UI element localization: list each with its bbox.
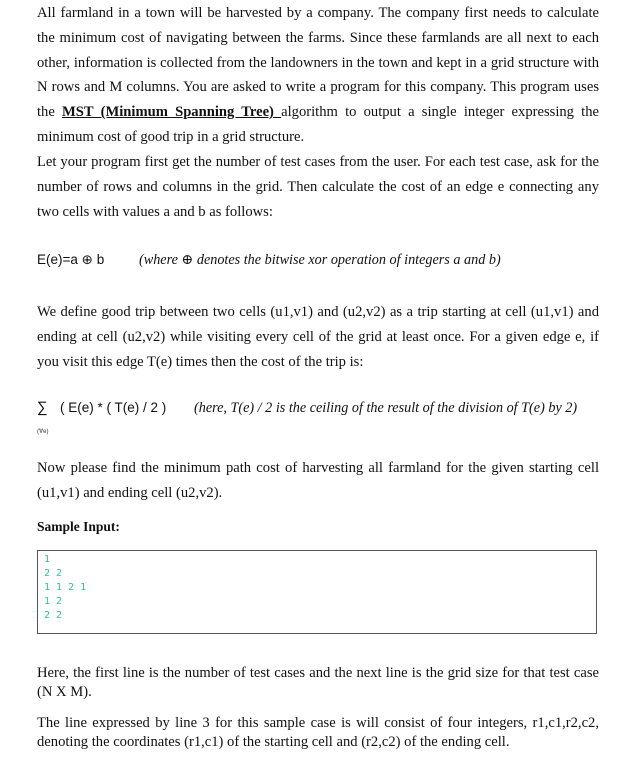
sigma-symbol: ∑ (37, 399, 48, 416)
ask-paragraph: Let your program first get the number of test cases from the user. For each test case, ask for the number of rows and columns in the grid. Then calculate the cost of an edge e connecting any two cells with values a and b as follows: (37, 154, 599, 220)
explanation-line1: Here, the first line is the number of test cases and the next line is the grid size for that test case (N X M). (37, 665, 599, 700)
sample-input-line: 1 2 (44, 596, 63, 607)
sample-input-line: 1 (44, 554, 51, 565)
trip-cost-formula (37, 399, 599, 435)
sample-input-line: 1 1 2 1 (44, 582, 87, 593)
intro-paragraph (37, 1, 599, 150)
trip-cost-expression: ( E(e) * ( T(e) / 2 ) (60, 400, 167, 415)
find-min-paragraph: Now please find the minimum path cost of harvesting all farmland for the given starting cell (u1,v1) and ending cell (u2,v2). (37, 460, 599, 501)
mst-link[interactable]: MST (Minimum Spanning Tree) (62, 104, 282, 121)
sample-input-label: Sample Input: (37, 519, 120, 534)
sample-input-line: 2 2 (44, 568, 63, 579)
intro-text-after: algorithm to output a single integer expressing the minimum cost of good trip in a grid structure. (37, 104, 600, 145)
explanation-line3: The line expressed by line 3 for this sample case is will consist of four integers, r1,c1,r2,c2, denoting the coordinates (r1,c1) of the starting cell and (r2,c2) of the ending cell. (37, 715, 599, 750)
intro-text-before: All farmland in a town will be harvested by a company. The company first needs to calculate the minimum cost of navigating between the farms. Since these farmlands are all next to each other, information is collected from the landowners in the town and kept in a grid structure with N rows and M columns. You are asked to write a program for this company. This program uses the (37, 5, 599, 121)
sample-input-code-box[interactable] (37, 550, 597, 634)
trip-cost-note: (here, T(e) / 2 is the ceiling of the result of the division of T(e) by 2) (194, 400, 578, 416)
good-trip-paragraph: We define good trip between two cells (u1,v1) and (u2,v2) as a trip starting at cell (u1,v1) and ending at cell (u2,v2) while visiting every cell of the grid at least once. For a given edge e, if you visit this edge T(e) times then the cost of the trip is: (37, 304, 599, 370)
edge-cost-note: (where ⊕ denotes the bitwise xor operation of integers a and b) (139, 252, 501, 268)
edge-cost-formula (37, 252, 599, 272)
sigma-subscript: (∀e) (37, 429, 49, 435)
sample-input-line: 2 2 (44, 610, 63, 621)
edge-cost-expression: E(e)=a ⊕ b (37, 252, 105, 267)
